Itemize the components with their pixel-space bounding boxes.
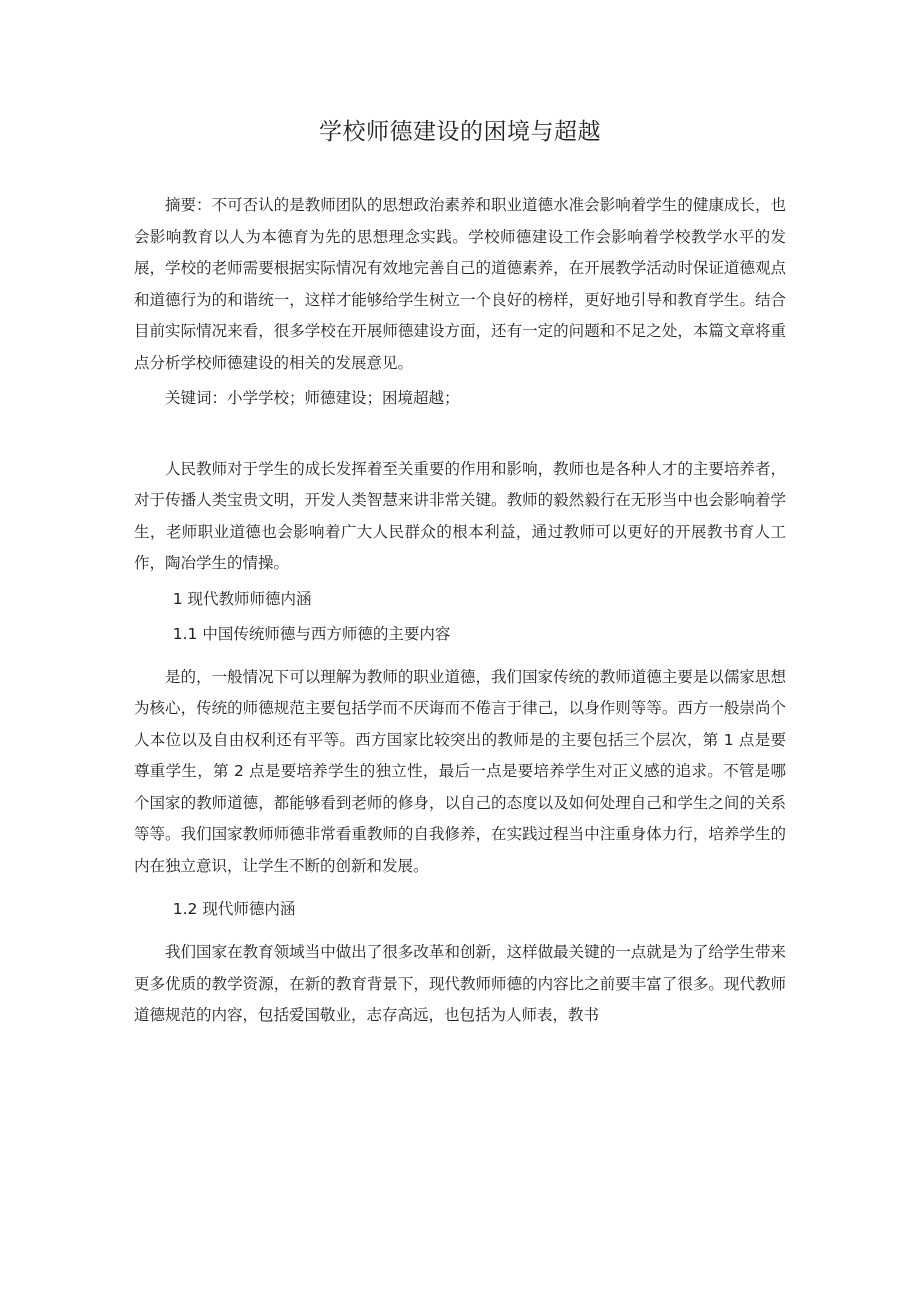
section-spacer xyxy=(134,415,786,454)
keywords-line: 关键词：小学学校；师德建设；困境超越； xyxy=(165,389,460,407)
section-1-2-paragraph: 我们国家在教育领域当中做出了很多改革和创新，这样做最关键的一点就是为了给学生带来更多优质的教学资源，在新的教育背景下，现代教师师德的内容比之前要丰富了很多。现代教师道德规范的内容，包括爱国敬业，志存高远，也包括为人师表，教书 xyxy=(134,943,786,1024)
intro-paragraph: 人民教师对于学生的成长发挥着至关重要的作用和影响，教师也是各种人才的主要培养者，对于传播人类宝贵文明，开发人类智慧来讲非常关键。教师的毅然毅行在无形当中也会影响着学生，老师职业道德也会影响着广大人民群众的根本利益，通过教师可以更好的开展教书育人工作，陶冶学生的情操。 xyxy=(134,459,786,572)
abstract-paragraph: 摘要：不可否认的是教师团队的思想政治素养和职业道德水准会影响着学生的健康成长，也会影响教育以人为本德育为先的思想理念实践。学校师德建设工作会影响着学校教学水平的发展，学校的老师需要根据实际情况有效地完善自己的道德素养，在开展教学活动时保证道德观点和道德行为的和谐统一，这样才能够给学生树立一个良好的榜样，更好地引导和教育学生。结合目前实际情况来看，很多学校在开展师德建设方面，还有一定的问题和不足之处，本篇文章将重点分析学校师德建设的相关的发展意见。 xyxy=(134,196,786,372)
document-title: 学校师德建设的困境与超越 xyxy=(319,119,601,145)
section-1-heading: 1 现代教师师德内涵 xyxy=(172,589,312,608)
section-1-1-paragraph: 是的，一般情况下可以理解为教师的职业道德，我们国家传统的教师道德主要是以儒家思想为核心，传统的师德规范主要包括学而不厌诲而不倦言于律己，以身作则等等。西方一般崇尚个人本位以及自由权利还有平等。西方国家比较突出的教师是的主要包括三个层次，第 1 点是要尊重学生，第 2 点是要培养学生的独立性，最后一点是要培养学生对正义感的追求。不管是哪个国家的教师道德，都能够看到老师的修身，以自己的态度以及如何处理自己和学生之间的关系等等。我们国家教师师德非常看重教师的自我修养，在实践过程当中注重身体力行，培养学生的内在独立意识，让学生不断的创新和发展。 xyxy=(134,667,786,875)
document-body xyxy=(134,190,786,1032)
section-1-1-heading: 1.1 中国传统师德与西方师德的主要内容 xyxy=(172,624,451,643)
section-1-2-heading: 1.2 现代师德内涵 xyxy=(172,900,296,918)
